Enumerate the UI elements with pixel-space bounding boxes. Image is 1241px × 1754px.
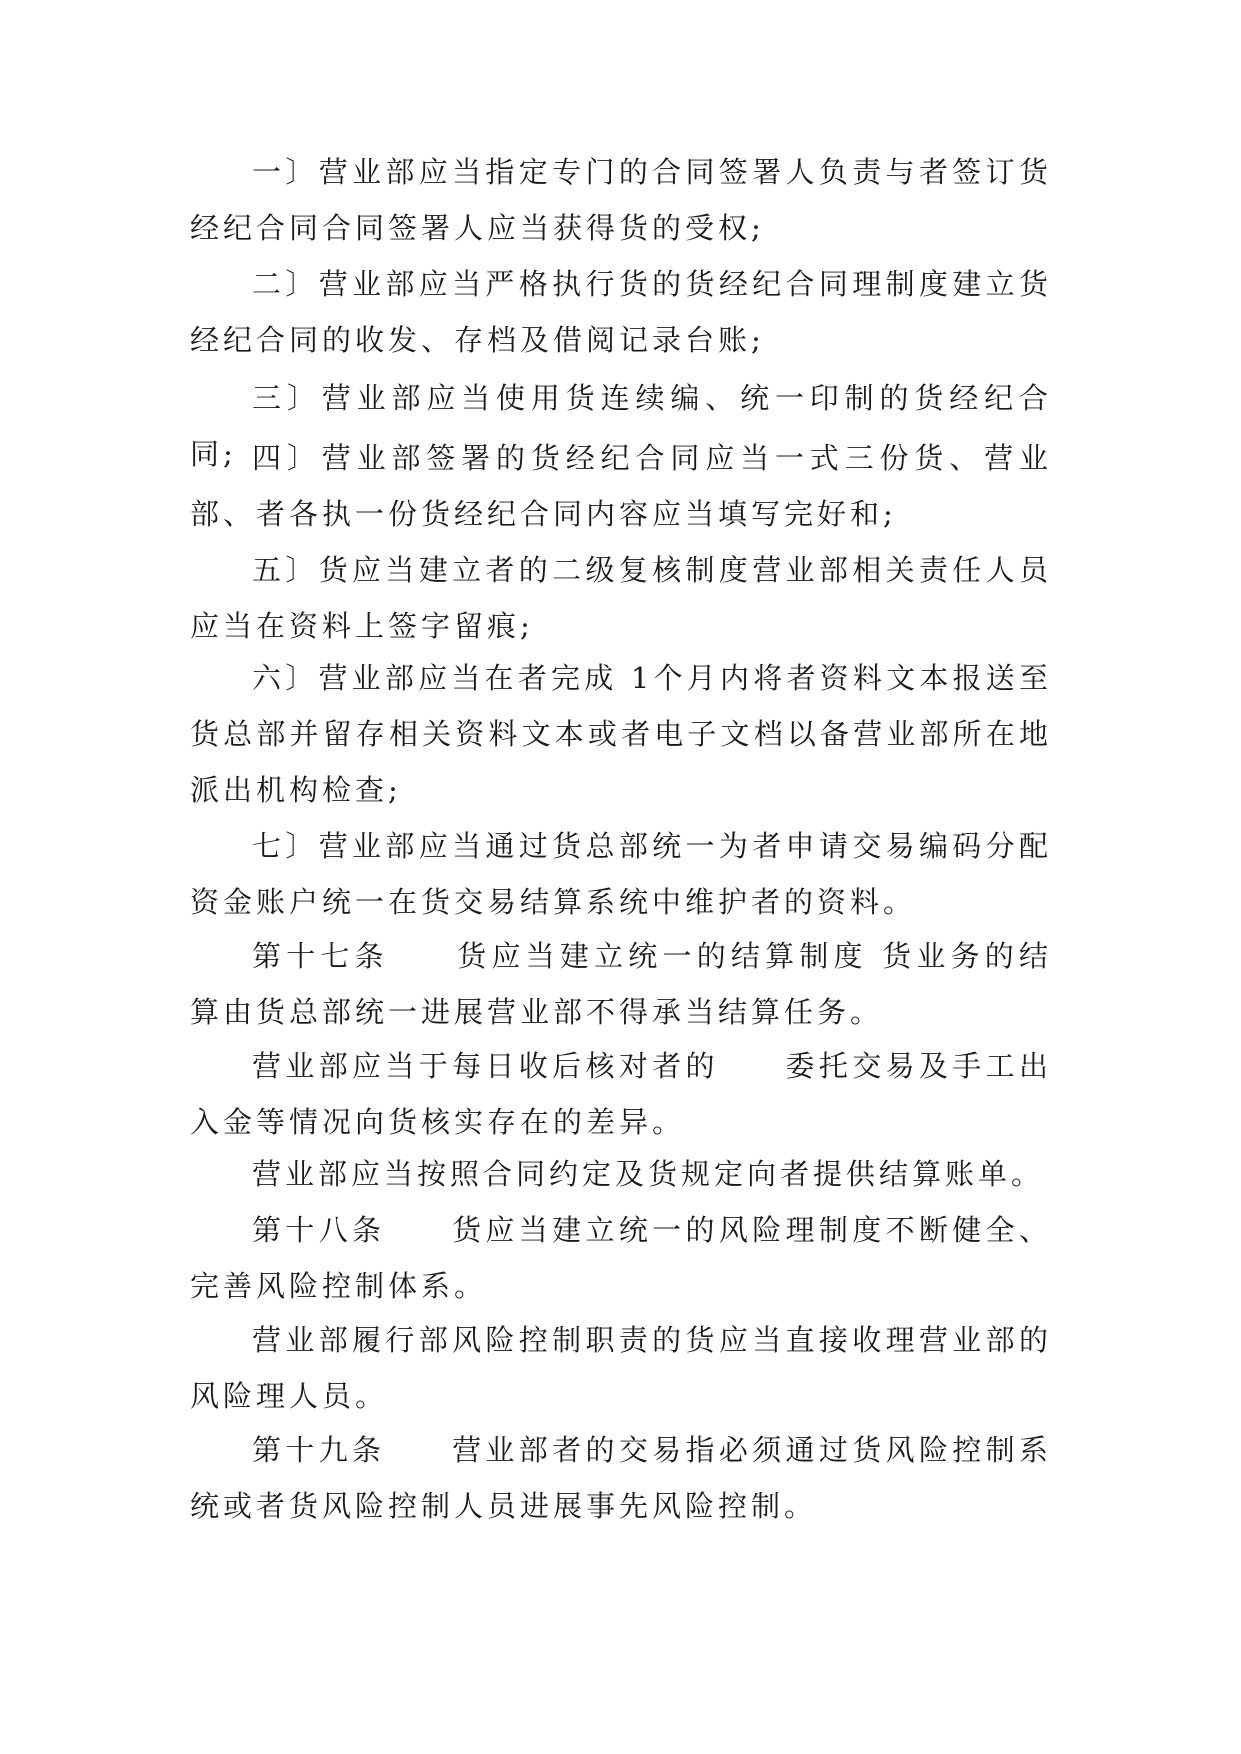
paragraph-item-10: 营业部应当按照合同约定及货规定向者提供结算账单。 xyxy=(252,1157,1045,1191)
paragraph-item-11: 第十八条 货应当建立统一的风险理制度不断健全、完善风险控制体系。 xyxy=(190,1213,1052,1303)
paragraph-item-1: 一〕营业部应当指定专门的合同签署人负责与者签订货经纪合同合同签署人应当获得货的受权; xyxy=(190,155,1052,245)
paragraph-item-6: 六〕营业部应当在者完成 1个月内将者资料文本报送至货总部并留存相关资料文本或者电子文档以备营业部所在地派出机构检查; xyxy=(190,661,1052,807)
paragraph-item-3: 三〕营业部应当使用货连续编、统一印制的货经纪合同; xyxy=(190,381,1052,471)
paragraph-item-7: 七〕营业部应当通过货总部统一为者申请交易编码分配资金账户统一在货交易结算系统中维护者的资料。 xyxy=(190,829,1052,919)
paragraph-item-13: 第十九条 营业部者的交易指必须通过货风险控制系统或者货风险控制人员进展事先风险控制。 xyxy=(190,1433,1052,1523)
paragraph-item-5: 五〕货应当建立者的二级复核制度营业部相关责任人员应当在资料上签字留痕; xyxy=(190,553,1052,643)
paragraph-item-12: 营业部履行部风险控制职责的货应当直接收理营业部的风险理人员。 xyxy=(190,1323,1052,1413)
paragraph-item-2: 二〕营业部应当严格执行货的货经纪合同理制度建立货经纪合同的收发、存档及借阅记录台账; xyxy=(190,267,1052,357)
paragraph-item-4: 四〕营业部签署的货经纪合同应当一式三份货、营业部、者各执一份货经纪合同内容应当填写完好和; xyxy=(190,441,1052,531)
paragraph-item-8: 第十七条 货应当建立统一的结算制度 货业务的结算由货总部统一进展营业部不得承当结算任务。 xyxy=(190,939,1052,1029)
paragraph-item-9: 营业部应当于每日收后核对者的 委托交易及手工出入金等情况向货核实存在的差异。 xyxy=(190,1049,1052,1139)
